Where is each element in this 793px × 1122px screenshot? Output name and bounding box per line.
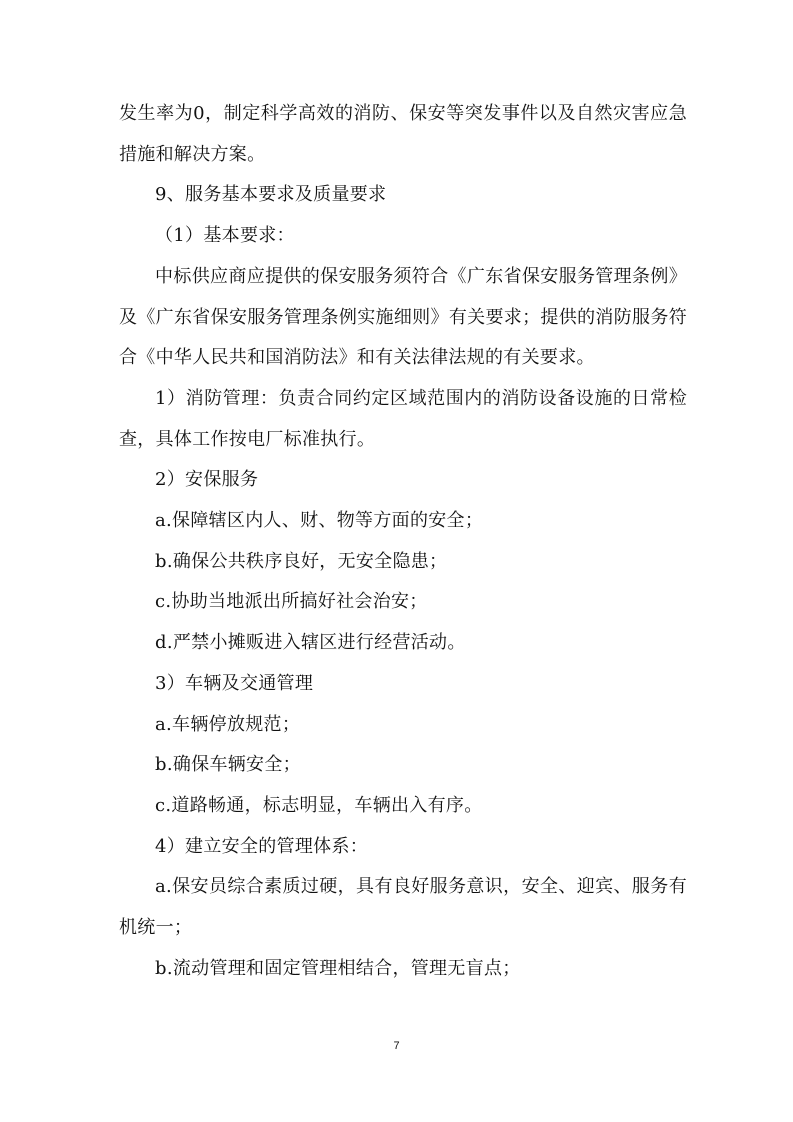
paragraph-emergency-measures: 发生率为0，制定科学高效的消防、保安等突发事件以及自然灾害应急措施和解决方案。 — [119, 103, 687, 165]
heading-safety-system: 4）建立安全的管理体系： — [155, 835, 369, 857]
body-text — [119, 94, 687, 989]
heading-service-requirements: 9、服务基本要求及质量要求 — [155, 184, 387, 206]
heading-vehicle-traffic: 3）车辆及交通管理 — [155, 672, 314, 694]
page-number: 7 — [393, 1040, 400, 1052]
list-item-vehicle-a: a.车辆停放规范； — [155, 713, 301, 735]
list-item-vehicle-c: c.道路畅通，标志明显，车辆出入有序。 — [155, 794, 483, 816]
list-item-vehicle-b: b.确保车辆安全； — [155, 754, 301, 776]
paragraph-supplier-compliance: 中标供应商应提供的保安服务须符合《广东省保安服务管理条例》及《广东省保安服务管理条例实施细则》有关要求；提供的消防服务符合《中华人民共和国消防法》和有关法律法规的有关要求。 — [119, 265, 687, 369]
heading-basic-requirements: （1）基本要求： — [155, 225, 295, 247]
list-item-security-d: d.严禁小摊贩进入辖区进行经营活动。 — [155, 632, 466, 654]
paragraph-fire-management: 1）消防管理：负责合同约定区域范围内的消防设备设施的日常检查，具体工作按电厂标准执行。 — [119, 387, 687, 450]
list-item-system-b: b.流动管理和固定管理相结合，管理无盲点； — [155, 957, 521, 979]
list-item-security-c: c.协助当地派出所搞好社会治安； — [155, 591, 428, 613]
heading-security-service: 2）安保服务 — [155, 469, 259, 491]
list-item-security-b: b.确保公共秩序良好，无安全隐患； — [155, 550, 448, 572]
list-item-security-a: a.保障辖区内人、财、物等方面的安全； — [155, 510, 484, 532]
list-item-system-a: a.保安员综合素质过硬，具有良好服务意识，安全、迎宾、服务有机统一； — [119, 876, 687, 939]
